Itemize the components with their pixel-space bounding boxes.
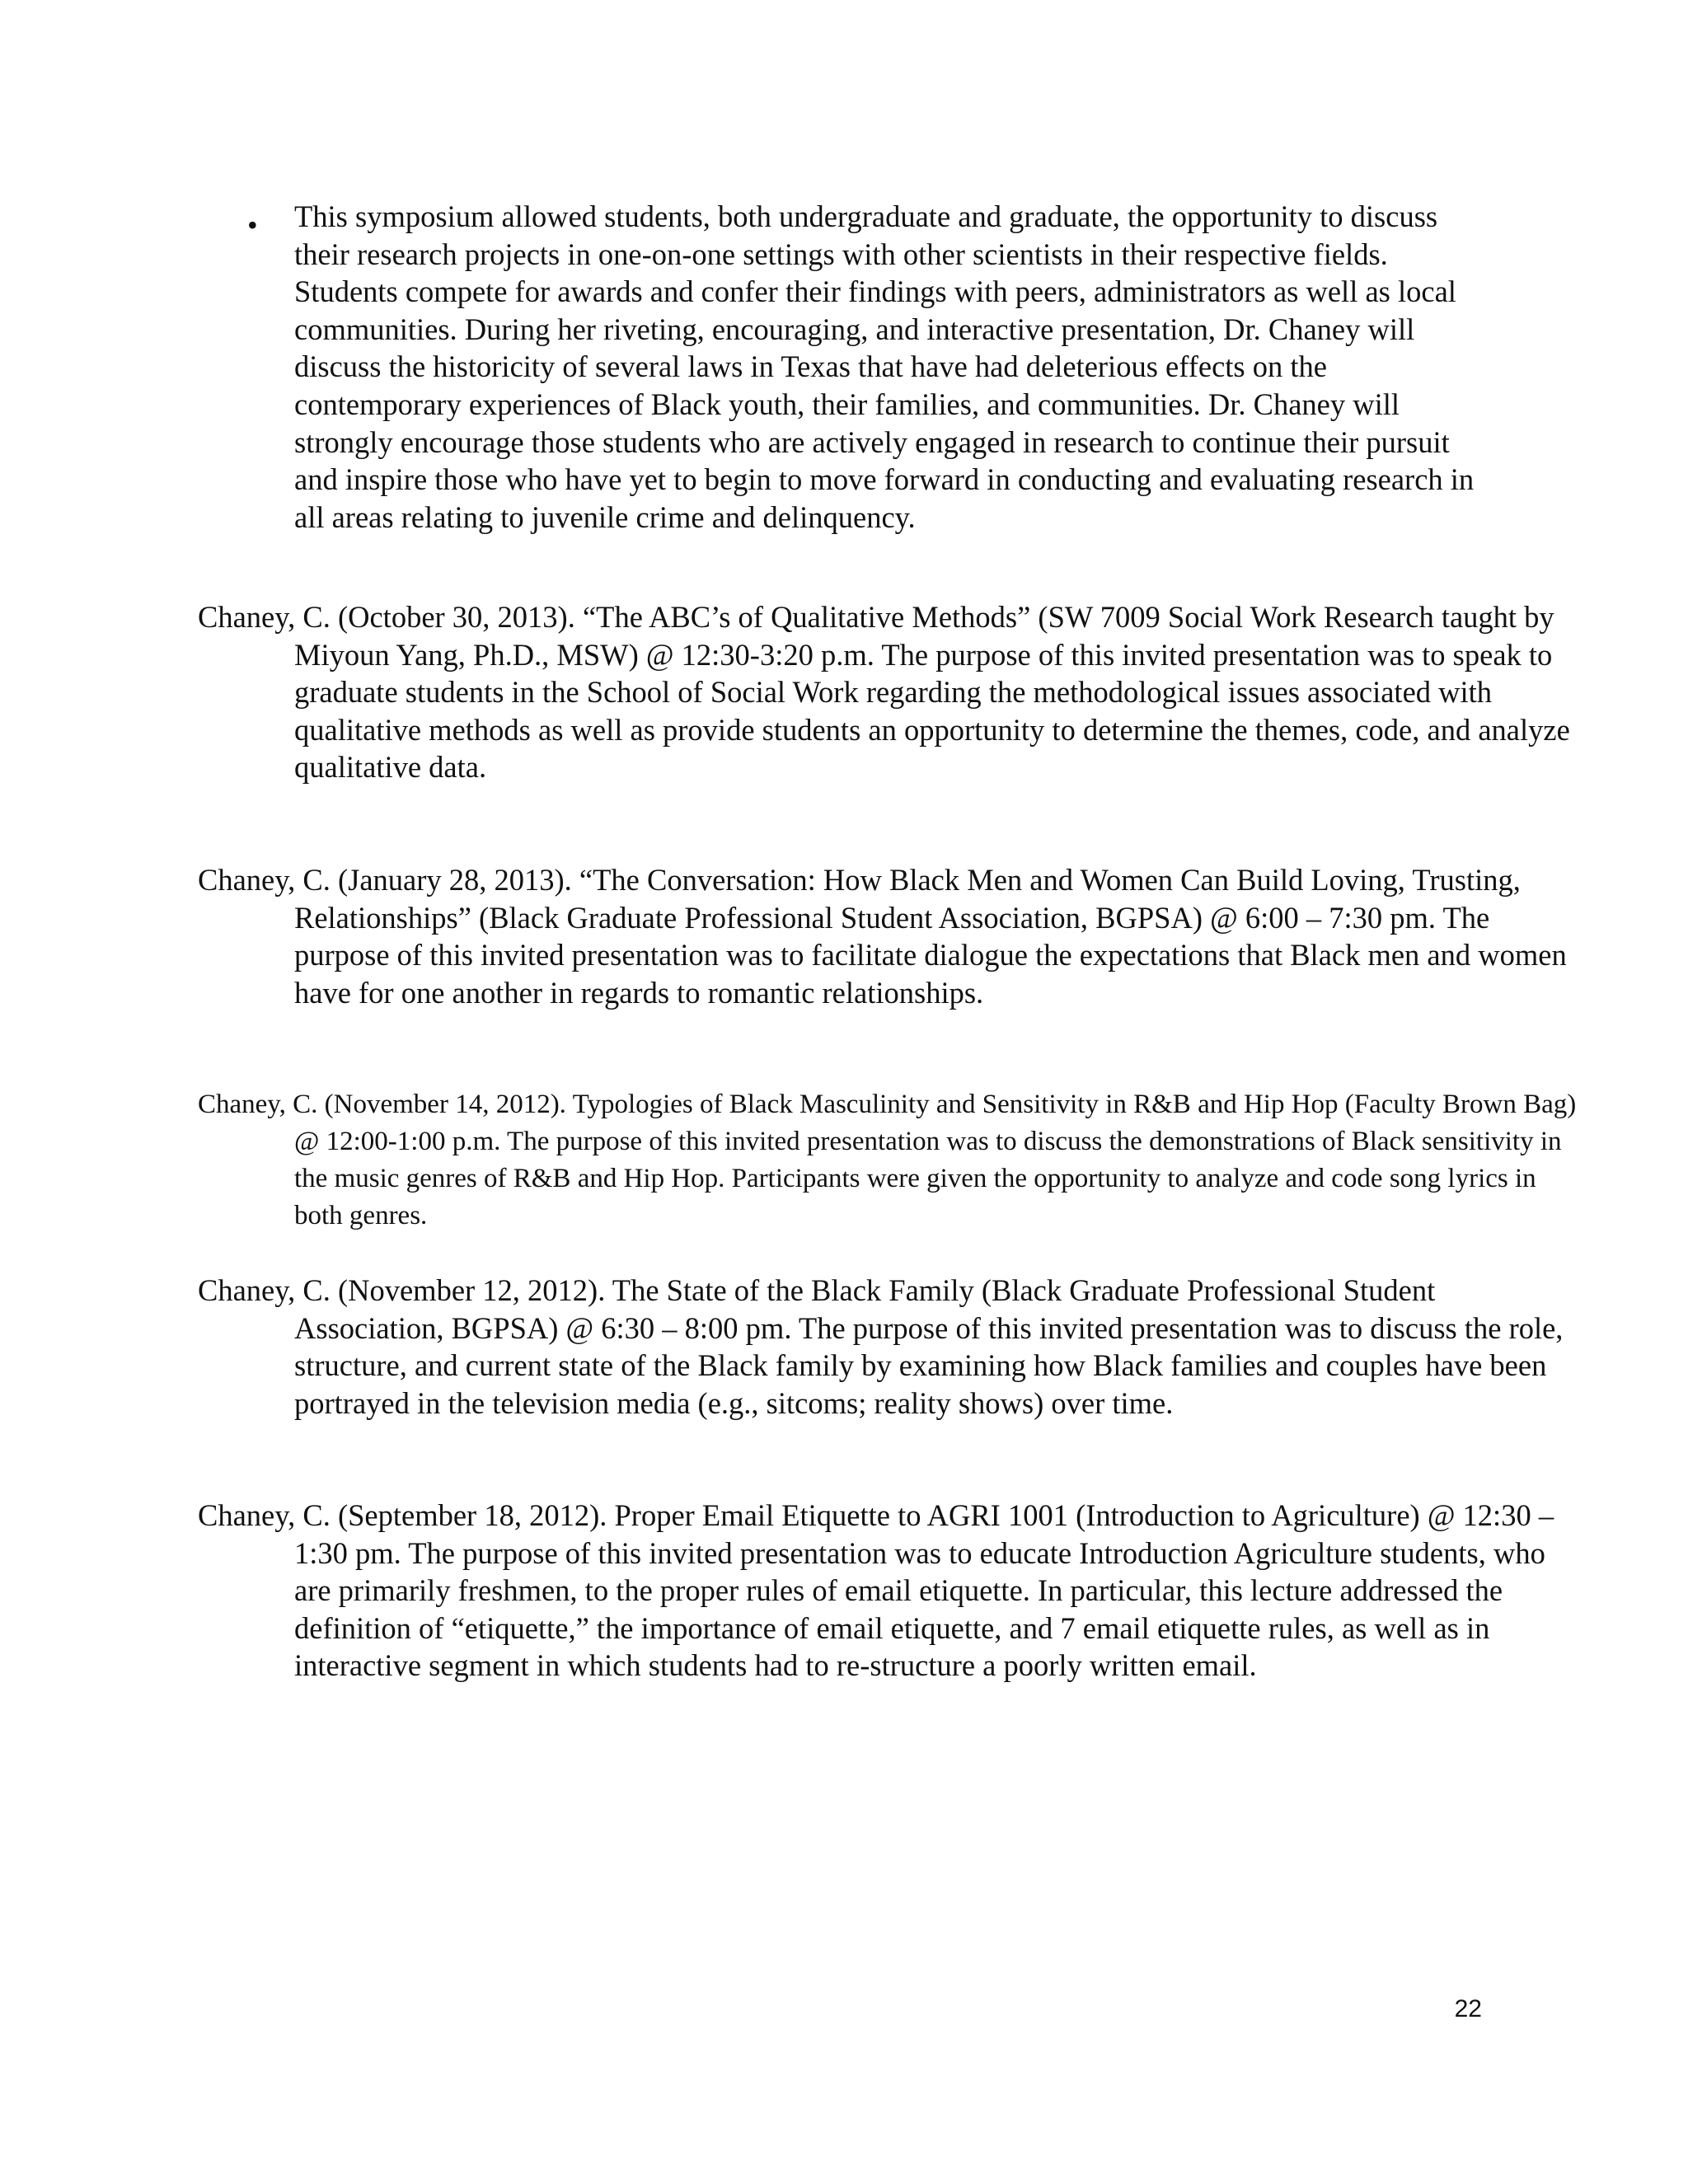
bullet-icon: • [247, 209, 258, 241]
symposium-bullet [198, 198, 1484, 536]
presentation-entry-the-conversation: Chaney, C. (January 28, 2013). “The Conversation: How Black Men and Women Can Build Loving, Trusting, Relationships” (Black Graduate Professional Student Association, BGPSA) @ 6:00 – 7:30 pm. The purpose of this invited presentation was to facilitate dialogue the expectations that Black men and women have for one another in regards to romantic relationships. [198, 863, 1567, 1010]
bullet-paragraph: This symposium allowed students, both undergraduate and graduate, the opportunity to discuss their research projects in one-on-one settings with other scientists in their respective fields. Students compete for awards and confer their findings with peers, administrators as well as local communities. During her riveting, encouraging, and interactive presentation, Dr. Chaney will discuss the historicity of several laws in Texas that have had deleterious effects on the contemporary experiences of Black youth, their families, and communities. Dr. Chaney will strongly encourage those students who are actively engaged in research to continue their pursuit and inspire those who have yet to begin to move forward in conducting and evaluating research in all areas relating to juvenile crime and delinquency. [294, 199, 1475, 534]
presentation-entry-abc-qualitative-methods: Chaney, C. (October 30, 2013). “The ABC’s of Qualitative Methods” (SW 7009 Social Work Research taught by Miyoun Yang, Ph.D., MSW) @ 12:30-3:20 p.m. The purpose of this invited presentation was to speak to graduate students in the School of Social Work regarding the methodological issues associated with qualitative methods as well as provide students an opportunity to determine the themes, code, and analyze qualitative data. [198, 600, 1570, 785]
page-number: 22 [1454, 1995, 1482, 2022]
presentation-entry-state-black-family: Chaney, C. (November 12, 2012). The State of the Black Family (Black Graduate Professional Student Association, BGPSA) @ 6:30 – 8:00 pm. The purpose of this invited presentation was to discuss the role, structure, and current state of the Black family by examining how Black families and couples have been portrayed in the television media (e.g., sitcoms; reality shows) over time. [198, 1273, 1564, 1420]
presentation-entry-email-etiquette: Chaney, C. (September 18, 2012). Proper Email Etiquette to AGRI 1001 (Introduction to Agriculture) @ 12:30 – 1:30 pm. The purpose of this invited presentation was to educate Introduction Agriculture students, who are primarily freshmen, to the proper rules of email etiquette. In particular, this lecture addressed the definition of “etiquette,” the importance of email etiquette, and 7 email etiquette rules, as well as in interactive segment in which students had to re-structure a poorly written email. [198, 1498, 1554, 1683]
presentation-entry-typologies-masculinity: Chaney, C. (November 14, 2012). Typologies of Black Masculinity and Sensitivity in R&B and Hip Hop (Faculty Brown Bag) @ 12:00-1:00 p.m. The purpose of this invited presentation was to discuss the demonstrations of Black sensitivity in the music genres of R&B and Hip Hop. Participants were given the opportunity to analyze and code song lyrics in both genres. [198, 1090, 1577, 1230]
